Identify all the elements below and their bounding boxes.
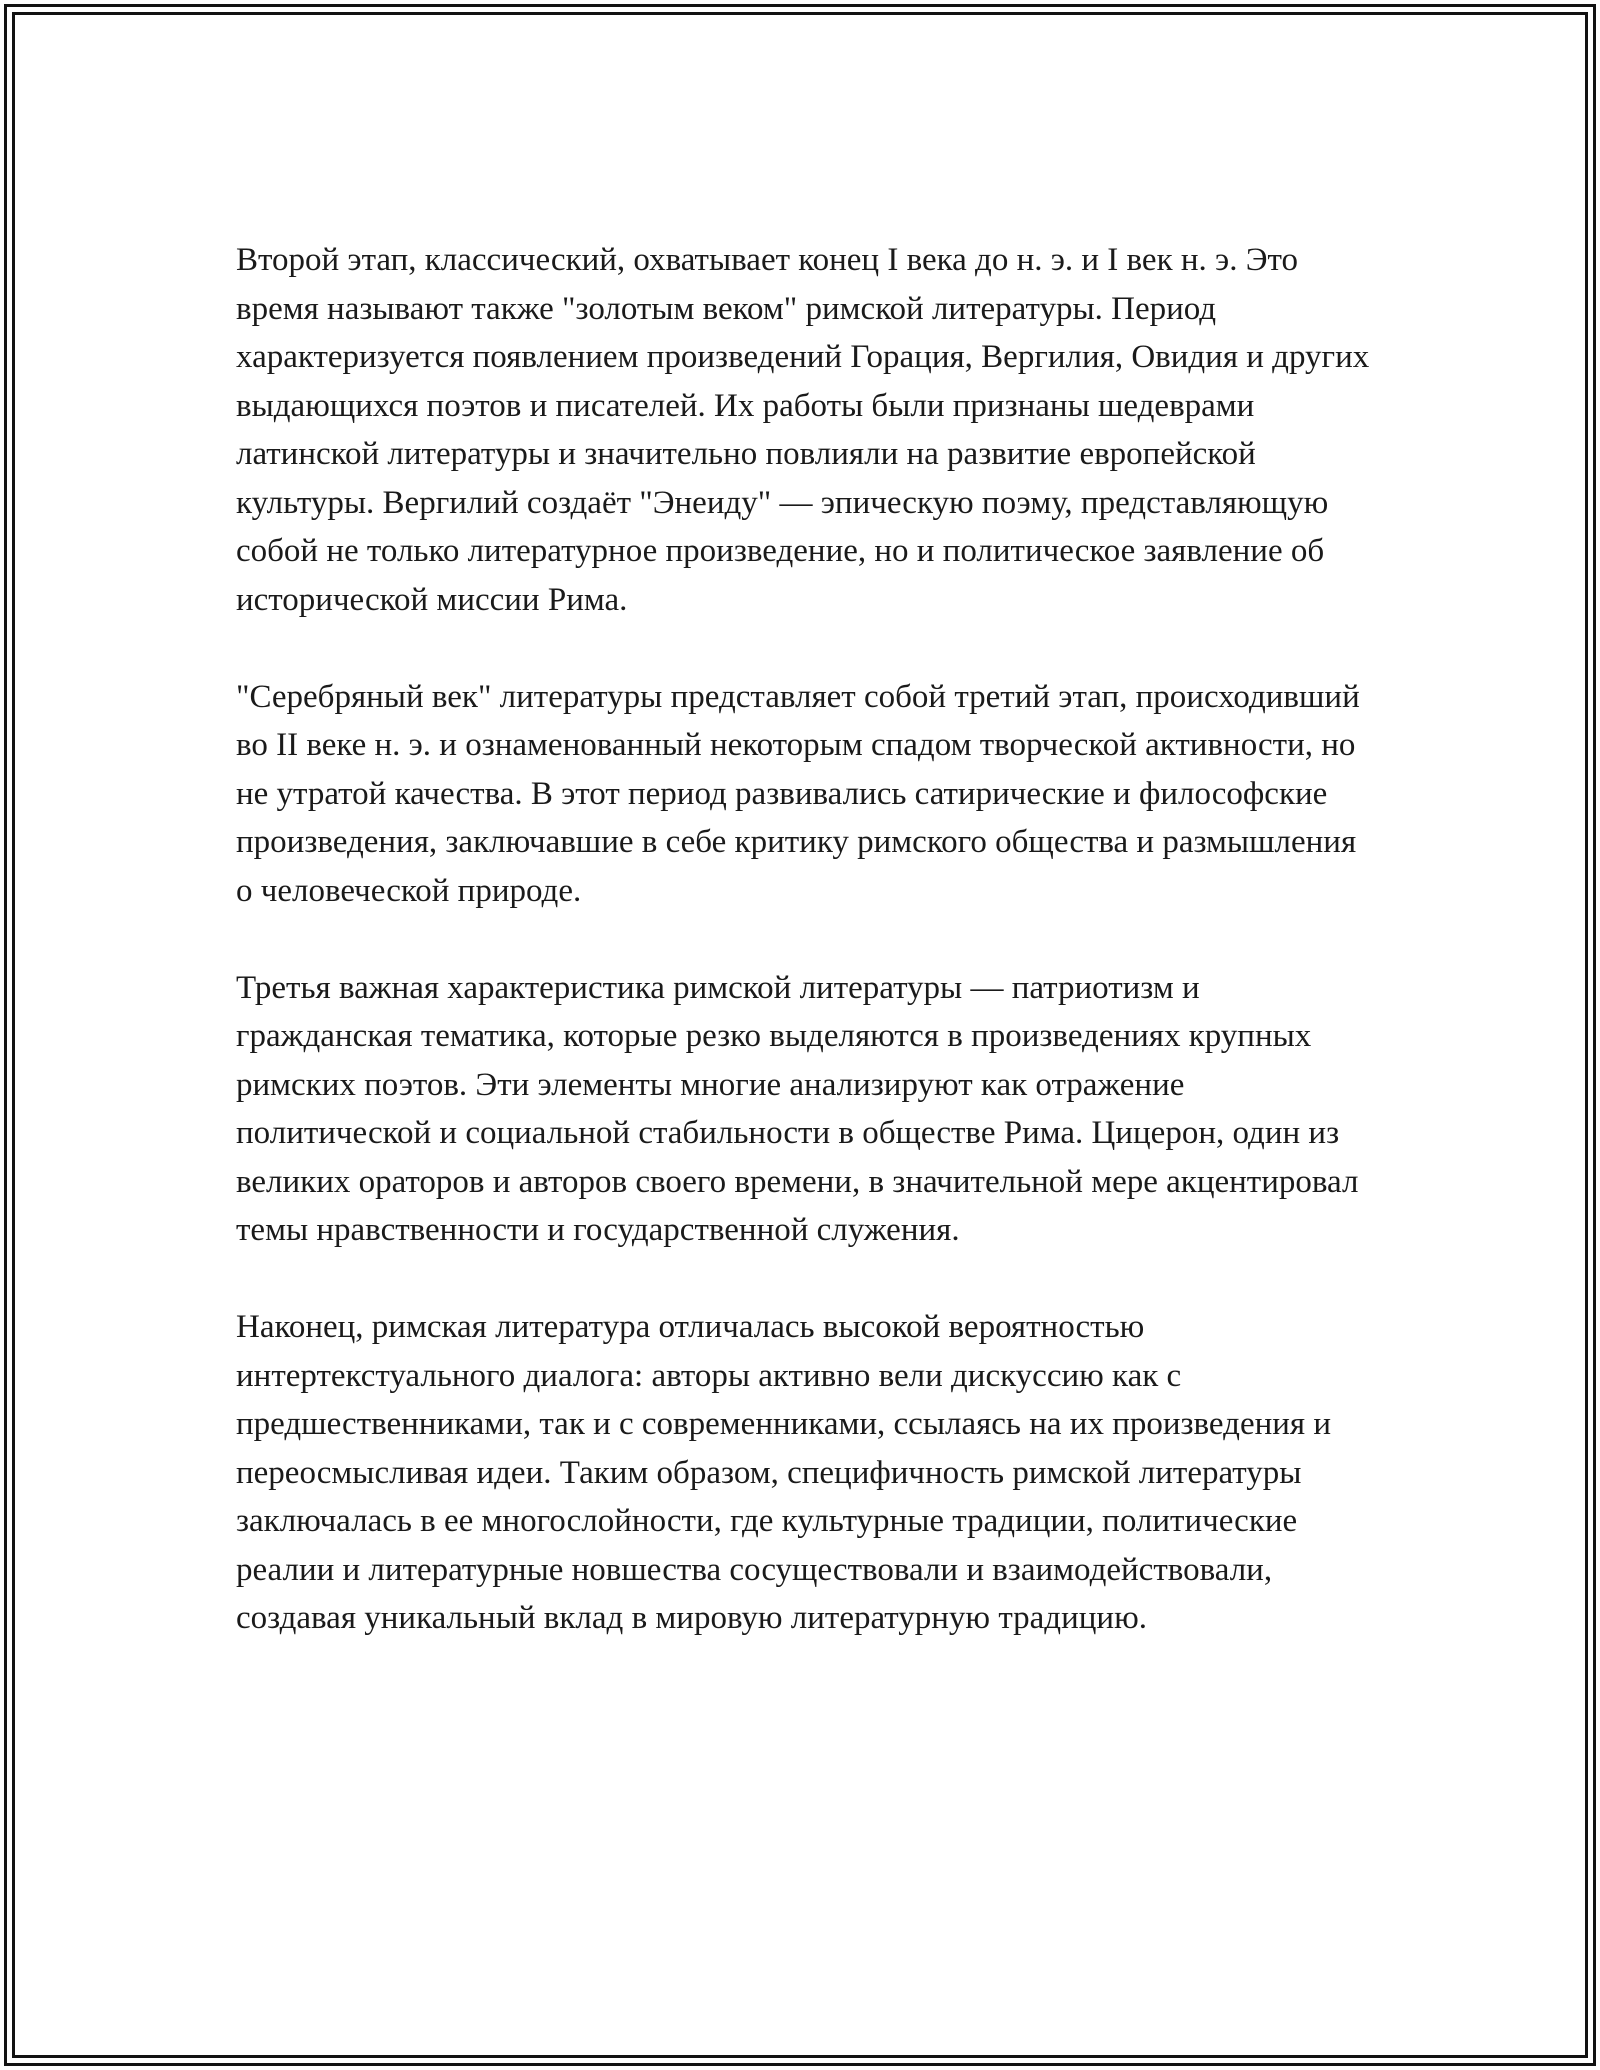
paragraph-patriotism: Третья важная характеристика римской литературы — патриотизм и гражданская тематика, которые резко выделяются в произведениях крупных римских поэтов. Эти элементы многие анализируют как отражение политической и социальной стабильности в обществе Рима. Цицерон, один из великих ораторов и авторов своего времени, в значительной мере акцентировал темы нравственности и государственной служения. [236,969,1359,1248]
paragraph-silver-age: "Серебряный век" литературы представляет собой третий этап, происходивший во II веке н. э. и ознаменованный некоторым спадом творческой активности, но не утратой качества. В этот период развивались сатирические и философские произведения, заключавшие в себе критику римского общества и размышления о человеческой природе. [236,678,1360,909]
paragraph-classical-period: Второй этап, классический, охватывает конец I века до н. э. и I век н. э. Это время называют также "золотым веком" римской литературы. Период характеризуется появлением произведений Горация, Вергилия, Овидия и других выдающихся поэтов и писателей. Их работы были признаны шедеврами латинской литературы и значительно повлияли на развитие европейской культуры. Вергилий создаёт "Энеиду" — эпическую поэму, представляющую собой не только литературное произведение, но и политическое заявление об исторической миссии Рима. [236,242,1370,618]
document-body [236,236,1376,1691]
paragraph-intertextuality: Наконец, римская литература отличалась высокой вероятностью интертекстуального диалога: авторы активно вели дискуссию как с предшественниками, так и с современниками, ссылаясь на их произведения и переосмысливая идеи. Таким образом, специфичность римской литературы заключалась в ее многослойности, где культурные традиции, политические реалии и литературные новшества сосуществовали и взаимодействовали, создавая уникальный вклад в мировую литературную традицию. [236,1309,1331,1636]
